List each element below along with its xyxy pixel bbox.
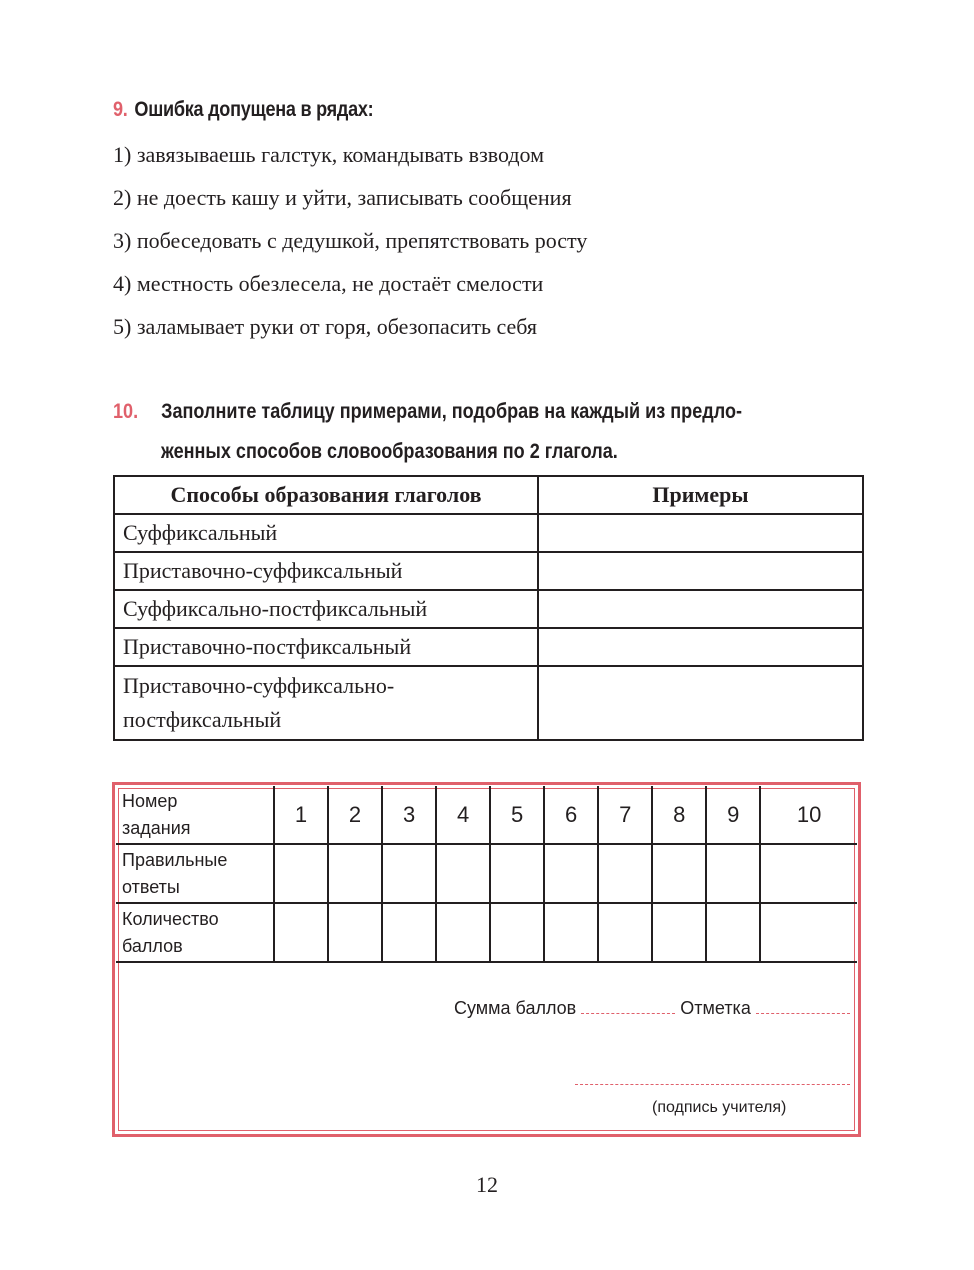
answer-cell[interactable]	[274, 844, 328, 903]
question-9-title: Ошибка допущена в рядах:	[134, 98, 374, 121]
sum-blank[interactable]	[581, 999, 675, 1014]
answer-cell[interactable]	[598, 844, 652, 903]
answer-cell[interactable]	[328, 844, 382, 903]
label-line: задания	[122, 817, 191, 838]
points-cell[interactable]	[706, 903, 760, 962]
method-cell: Приставочно-постфиксальный	[114, 628, 538, 666]
points-cell[interactable]	[598, 903, 652, 962]
examples-cell[interactable]	[538, 666, 863, 740]
task-number-cell: 9	[706, 786, 760, 844]
points-cell[interactable]	[652, 903, 706, 962]
table-row	[114, 628, 863, 666]
header-examples: Примеры	[538, 476, 863, 514]
question-9-heading	[113, 98, 373, 122]
row-label-points	[116, 903, 274, 962]
table-row	[114, 590, 863, 628]
examples-cell[interactable]	[538, 628, 863, 666]
question-9-option-3: 3) побеседовать с дедушкой, препятствовать росту	[113, 228, 588, 253]
grade-label: Отметка	[680, 998, 751, 1018]
table-row	[114, 552, 863, 590]
task-number-cell: 3	[382, 786, 436, 844]
task-number-cell: 6	[544, 786, 598, 844]
task-number-cell: 7	[598, 786, 652, 844]
method-cell: Суффиксально-постфиксальный	[114, 590, 538, 628]
question-10-title-line1: Заполните таблицу примерами, подобрав на каждый из предло-	[161, 400, 742, 423]
answer-cell[interactable]	[382, 844, 436, 903]
question-10-number: 10.	[113, 400, 139, 423]
task-number-cell: 8	[652, 786, 706, 844]
row-label-task-number	[116, 786, 274, 844]
question-10-heading	[113, 400, 861, 424]
grade-blank[interactable]	[756, 999, 850, 1014]
method-cell: Приставочно-суффиксальный	[114, 552, 538, 590]
question-9-number: 9.	[113, 98, 128, 121]
answer-cell[interactable]	[652, 844, 706, 903]
answer-cell[interactable]	[544, 844, 598, 903]
score-table	[116, 786, 857, 963]
table-row	[114, 666, 863, 740]
row-label-correct-answers	[116, 844, 274, 903]
table-row	[114, 514, 863, 552]
points-cell[interactable]	[760, 903, 857, 962]
method-line-1: Приставочно-суффиксально-	[123, 673, 395, 698]
points-cell[interactable]	[382, 903, 436, 962]
word-formation-table	[113, 475, 864, 741]
task-number-cell: 1	[274, 786, 328, 844]
points-cell[interactable]	[544, 903, 598, 962]
signature-blank[interactable]	[575, 1084, 850, 1085]
question-9-option-2: 2) не доесть кашу и уйти, записывать сообщения	[113, 185, 572, 210]
task-number-cell: 5	[490, 786, 544, 844]
sum-label: Сумма баллов	[454, 998, 577, 1018]
answer-cell[interactable]	[760, 844, 857, 903]
task-number-cell: 4	[436, 786, 490, 844]
answer-cell[interactable]	[706, 844, 760, 903]
label-line: Количество	[122, 908, 219, 929]
task-number-cell: 10	[760, 786, 857, 844]
task-number-cell: 2	[328, 786, 382, 844]
header-methods: Способы образования глаголов	[114, 476, 538, 514]
question-9-option-5: 5) заламывает руки от горя, обезопасить себя	[113, 314, 538, 339]
task-number-row	[116, 786, 857, 844]
sum-and-grade-line	[454, 998, 850, 1019]
points-cell[interactable]	[490, 903, 544, 962]
points-cell[interactable]	[274, 903, 328, 962]
question-10-title-line2: женных способов словообразования по 2 глагола.	[161, 440, 618, 463]
label-line: Номер	[122, 790, 178, 811]
answer-cell[interactable]	[436, 844, 490, 903]
points-row	[116, 903, 857, 962]
question-9-option-4: 4) местность обезлесела, не достаёт смелости	[113, 271, 544, 296]
label-line: ответы	[122, 876, 180, 897]
label-line: Правильные	[122, 849, 228, 870]
examples-cell[interactable]	[538, 552, 863, 590]
examples-cell[interactable]	[538, 590, 863, 628]
table-header-row	[114, 476, 863, 514]
question-9-option-1: 1) завязываешь галстук, командывать взводом	[113, 142, 545, 167]
page-number: 12	[476, 1172, 498, 1197]
answer-cell[interactable]	[490, 844, 544, 903]
method-cell: Суффиксальный	[114, 514, 538, 552]
points-cell[interactable]	[328, 903, 382, 962]
examples-cell[interactable]	[538, 514, 863, 552]
signature-label: (подпись учителя)	[652, 1099, 787, 1116]
method-line-2: постфиксальный	[123, 707, 282, 732]
correct-answers-row	[116, 844, 857, 903]
label-line: баллов	[122, 935, 183, 956]
method-cell	[114, 666, 538, 740]
points-cell[interactable]	[436, 903, 490, 962]
